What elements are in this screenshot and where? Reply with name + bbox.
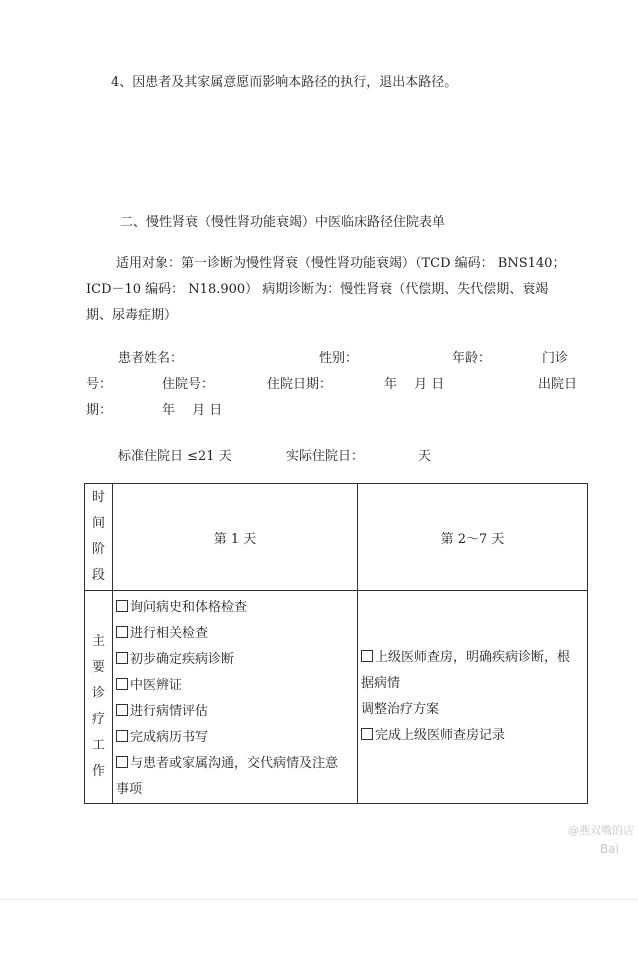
scope-line-2: ICD－10 编码： N18.900） 病期诊断为：慢性肾衰（代偿期、失代偿期、衰竭 bbox=[86, 282, 549, 297]
admission-no-label: 住院号： bbox=[162, 377, 215, 392]
list-item bbox=[116, 595, 354, 621]
discharge-label-cont: 期： bbox=[86, 403, 113, 418]
list-item bbox=[116, 673, 354, 699]
checkbox-icon[interactable] bbox=[116, 652, 128, 664]
header-char: 时 bbox=[91, 490, 105, 505]
actual-stay-label: 实际住院日： bbox=[286, 449, 365, 464]
task-text: 上级医师查房，明确疾病诊断，根 bbox=[375, 650, 571, 665]
checkbox-icon[interactable] bbox=[116, 704, 128, 716]
watermark-text: @燕双嘴的店 bbox=[568, 824, 634, 837]
list-item bbox=[361, 723, 584, 749]
actual-stay-unit: 天 bbox=[418, 449, 432, 464]
day2-7-header: 第 2～7 天 bbox=[358, 484, 588, 591]
list-item bbox=[116, 647, 354, 673]
table-row bbox=[85, 591, 588, 804]
main-work-label bbox=[85, 591, 113, 804]
checkbox-icon[interactable] bbox=[116, 626, 128, 638]
checkbox-icon[interactable] bbox=[361, 650, 373, 662]
checkbox-icon[interactable] bbox=[116, 600, 128, 612]
exit-criterion-4: 4、因患者及其家属意愿而影响本路径的执行，退出本路径。 bbox=[111, 75, 458, 90]
stay-line bbox=[86, 444, 586, 470]
checkbox-icon[interactable] bbox=[116, 756, 128, 768]
list-item bbox=[116, 725, 354, 751]
header-char: 阶 bbox=[91, 542, 105, 557]
row-label-char: 作 bbox=[91, 764, 105, 779]
task-text: 进行相关检查 bbox=[130, 626, 209, 641]
row-label-char: 主 bbox=[91, 634, 105, 649]
task-text: 询问病史和体格检查 bbox=[130, 600, 248, 615]
table-header-row bbox=[85, 484, 588, 591]
standard-stay: 标准住院日 ≤21 天 bbox=[118, 449, 232, 464]
list-item bbox=[116, 699, 354, 725]
row-label-char: 诊 bbox=[91, 686, 105, 701]
page-divider bbox=[0, 899, 638, 900]
task-text: 完成上级医师查房记录 bbox=[375, 728, 506, 743]
day1-tasks bbox=[113, 591, 358, 804]
checkbox-icon[interactable] bbox=[116, 678, 128, 690]
list-item bbox=[116, 621, 354, 647]
admission-date-value: 年 月 日 bbox=[384, 377, 445, 392]
discharge-date-value: 年 月 日 bbox=[162, 403, 223, 418]
age-label: 年龄： bbox=[452, 351, 492, 366]
task-text: 完成病历书写 bbox=[130, 730, 209, 745]
task-text-cont: 调整治疗方案 bbox=[361, 702, 440, 717]
row-label-char: 工 bbox=[91, 738, 105, 753]
scope-paragraph bbox=[86, 251, 586, 329]
scope-line-3: 期、尿毒症期） bbox=[86, 308, 178, 323]
day2-7-tasks bbox=[358, 591, 588, 804]
row-label-char: 疗 bbox=[91, 712, 105, 727]
checkbox-icon[interactable] bbox=[116, 730, 128, 742]
discharge-label: 出院日 bbox=[538, 377, 578, 392]
baidu-watermark-icon: Bai bbox=[600, 842, 619, 856]
task-text: 中医辨证 bbox=[130, 678, 183, 693]
header-char: 段 bbox=[91, 568, 105, 583]
row-label-char: 要 bbox=[91, 660, 105, 675]
task-text: 与患者或家属沟通，交代病情及注意 bbox=[130, 756, 339, 771]
header-char: 间 bbox=[91, 516, 105, 531]
list-item bbox=[116, 751, 354, 777]
day1-header: 第 1 天 bbox=[113, 484, 358, 591]
section-title: 二、慢性肾衰（慢性肾功能衰竭）中医临床路径住院表单 bbox=[120, 215, 446, 230]
task-text-cont: 事项 bbox=[116, 782, 143, 797]
task-text: 进行病情评估 bbox=[130, 704, 209, 719]
clinic-label-cont: 号： bbox=[86, 377, 113, 392]
clinic-label: 门诊 bbox=[542, 351, 569, 366]
scope-line-1: 适用对象：第一诊断为慢性肾衰（慢性肾功能衰竭）（TCD 编码： BNS140； bbox=[116, 256, 566, 271]
list-item bbox=[361, 645, 584, 671]
patient-info bbox=[86, 346, 586, 424]
time-stage-header bbox=[85, 484, 113, 591]
task-text-cont: 据病情 bbox=[361, 676, 401, 691]
task-text: 初步确定疾病诊断 bbox=[130, 652, 235, 667]
checkbox-icon[interactable] bbox=[361, 728, 373, 740]
pathway-table bbox=[84, 483, 588, 804]
patient-name-label: 患者姓名： bbox=[118, 351, 184, 366]
sex-label: 性别： bbox=[319, 351, 359, 366]
admission-date-label: 住院日期： bbox=[267, 377, 333, 392]
